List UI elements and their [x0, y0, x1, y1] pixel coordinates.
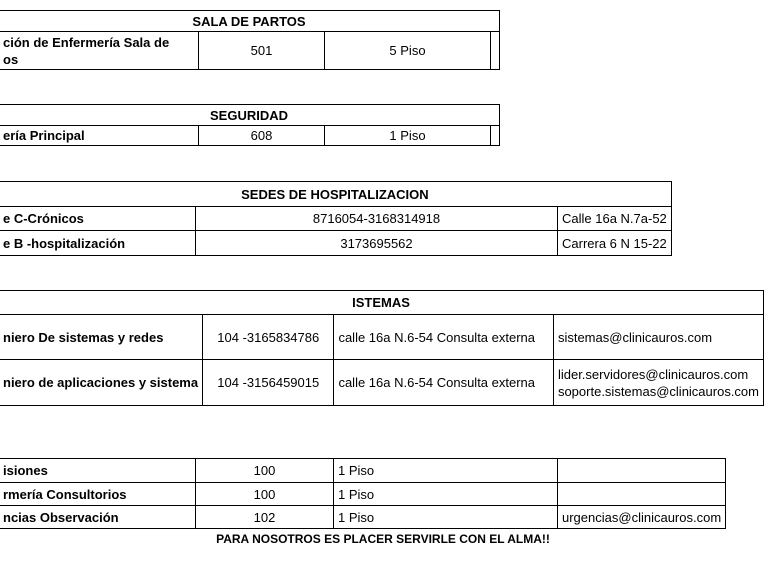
phone-cell: 104 -3165834786 [203, 315, 334, 360]
phone-cell: 104 -3156459015 [203, 360, 334, 406]
address-cell: calle 16a N.6-54 Consulta externa [334, 360, 554, 406]
email-cell[interactable]: sistemas@clinicauros.com [553, 315, 763, 360]
site-name: e C-Crónicos [0, 207, 196, 231]
table-row [0, 459, 726, 483]
site-name: e B -hospitalización [0, 231, 196, 256]
table-row [0, 506, 726, 529]
empty-cell [491, 126, 500, 146]
location-cell: 1 Piso [334, 506, 558, 529]
extension-cell: 100 [196, 483, 334, 506]
location-cell: 1 Piso [334, 483, 558, 506]
department-name: ción de Enfermería Sala de os [0, 32, 199, 70]
sedes-table [0, 181, 672, 256]
department-name: ería Principal [0, 126, 199, 146]
section-header: SEDES DE HOSPITALIZACION [0, 182, 671, 207]
table-row [0, 315, 764, 360]
empty-cell [491, 32, 500, 70]
email-cell [558, 483, 726, 506]
location-cell: 5 Piso [325, 32, 491, 70]
staff-name: niero De sistemas y redes [0, 315, 203, 360]
department-name: ncias Observación [0, 506, 196, 529]
table-row [0, 207, 671, 231]
email-cell [558, 459, 726, 483]
email-link[interactable]: lider.servidores@clinicauros.com [557, 366, 749, 382]
footer-slogan: PARA NOSOTROS ES PLACER SERVIRLE CON EL ALMA!! [216, 532, 550, 546]
extension-cell: 102 [196, 506, 334, 529]
email-cell [553, 360, 763, 406]
address-cell: Carrera 6 N 15-22 [558, 231, 672, 256]
extension-cell: 501 [199, 32, 325, 70]
email-link[interactable]: soporte.sistemas@clinicauros.com [557, 383, 759, 399]
table-row [0, 360, 764, 406]
email-cell[interactable]: urgencias@clinicauros.com [558, 506, 726, 529]
phone-cell: 8716054-3168314918 [196, 207, 558, 231]
table-row [0, 483, 726, 506]
otros-table [0, 458, 726, 529]
department-name: isiones [0, 459, 196, 483]
phone-cell: 3173695562 [196, 231, 558, 256]
address-cell: calle 16a N.6-54 Consulta externa [334, 315, 554, 360]
extension-cell: 608 [199, 126, 325, 146]
location-cell: 1 Piso [334, 459, 558, 483]
department-name: rmería Consultorios [0, 483, 196, 506]
staff-name: niero de aplicaciones y sistema [0, 360, 203, 406]
table-row [0, 126, 500, 146]
address-cell: Calle 16a N.7a-52 [558, 207, 672, 231]
table-row [0, 32, 500, 70]
sistemas-table [0, 290, 764, 406]
extension-cell: 100 [196, 459, 334, 483]
location-cell: 1 Piso [325, 126, 491, 146]
section-header: SALA DE PARTOS [0, 11, 500, 32]
table-row [0, 231, 671, 256]
section-header: ISTEMAS [0, 291, 764, 315]
sala-partos-table [0, 10, 500, 70]
section-header: SEGURIDAD [0, 105, 500, 126]
seguridad-table [0, 104, 500, 146]
